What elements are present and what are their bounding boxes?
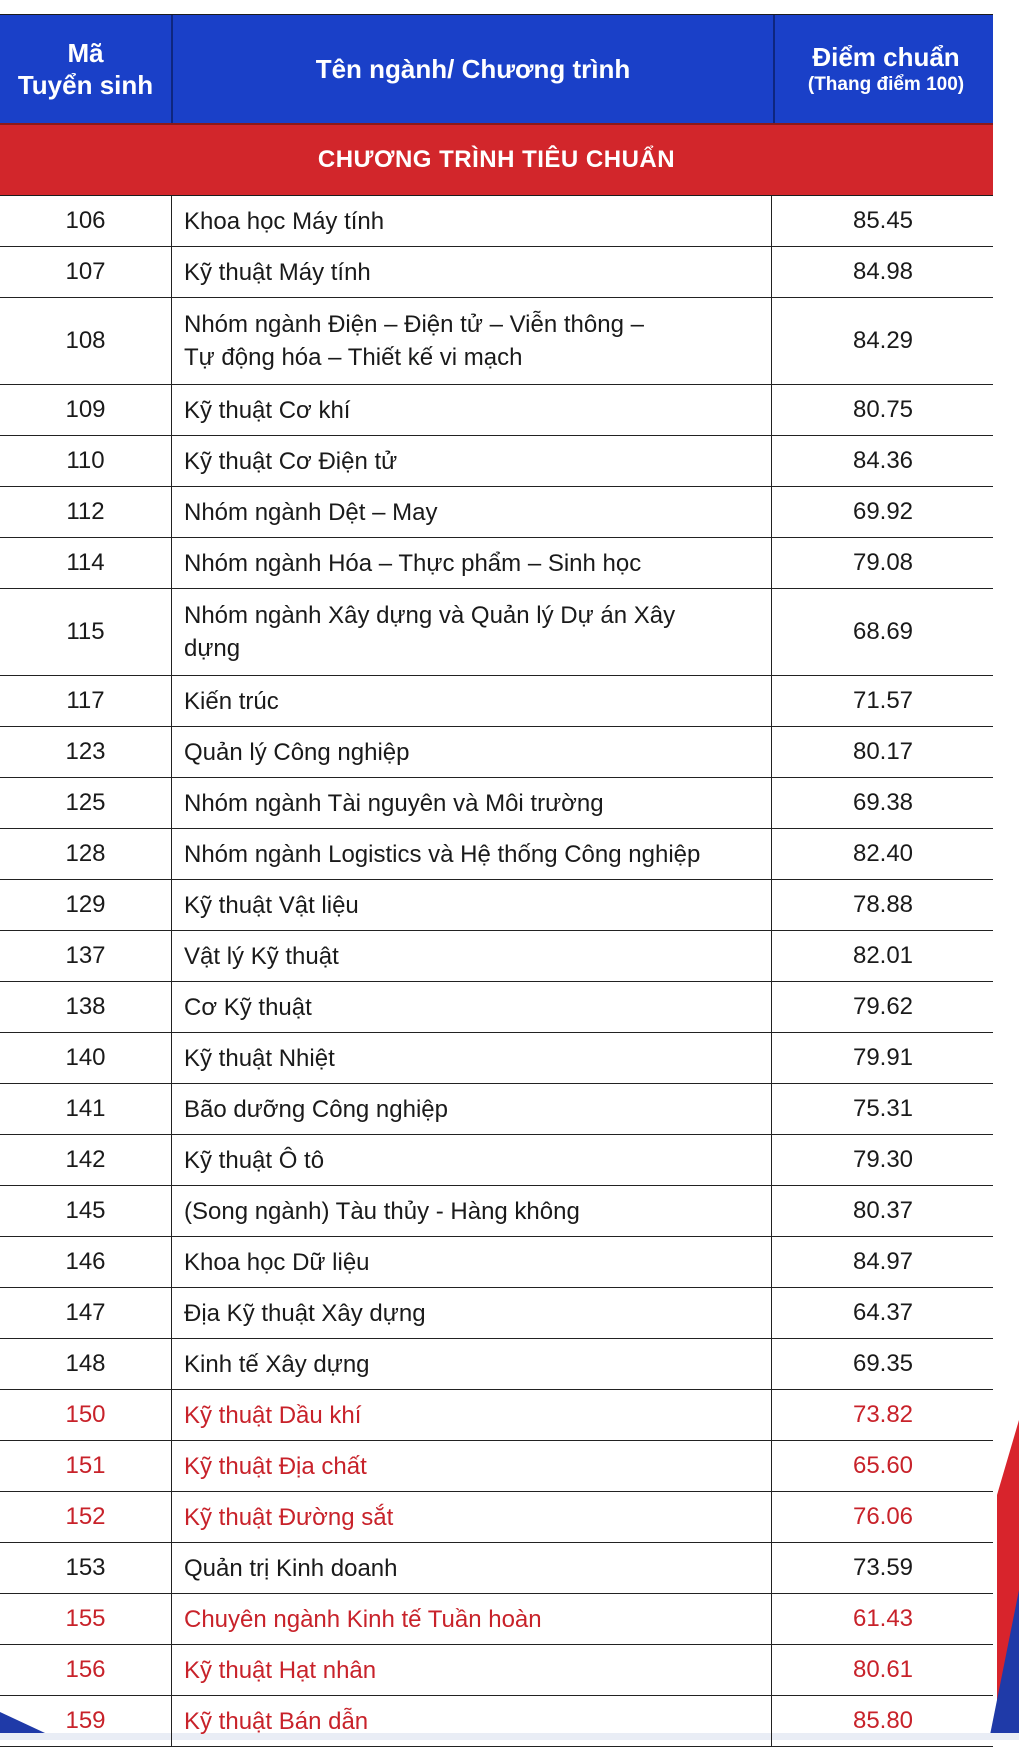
row-code: 152 [0,1492,172,1542]
row-score: 78.88 [852,891,914,918]
row-code: 145 [0,1186,172,1236]
row-score: 79.08 [852,549,914,576]
row-score: 75.31 [852,1095,914,1122]
row-program-name: Nhóm ngành Hóa – Thực phẩm – Sinh học [172,538,772,588]
row-code: 151 [0,1441,172,1491]
row-score: 80.17 [852,738,914,765]
row-score: 82.40 [852,840,914,867]
header-name: Tên ngành/ Chương trình [315,53,631,84]
row-score: 76.06 [852,1503,914,1530]
table-row [0,1288,993,1339]
row-program-name: Kinh tế Xây dựng [172,1339,772,1389]
row-score: 84.36 [852,447,914,474]
row-program-name [172,589,772,675]
row-code: 108 [0,298,172,384]
header-code-line1: Mã [67,38,104,68]
row-score: 85.80 [852,1707,914,1734]
row-code: 109 [0,385,172,435]
table-row [0,196,993,247]
row-program-name-line2: dựng [184,635,241,662]
row-score: 84.97 [852,1248,914,1275]
row-program-name: Kỹ thuật Ô tô [172,1135,772,1185]
row-program-name: Kỹ thuật Cơ Điện tử [172,436,772,486]
table-row [0,385,993,436]
table-row [0,778,993,829]
table-row [0,247,993,298]
row-score: 69.92 [852,498,914,525]
row-program-name: Cơ Kỹ thuật [172,982,772,1032]
table-row [0,727,993,778]
table-row [0,436,993,487]
table-row [0,829,993,880]
row-score: 69.38 [852,789,914,816]
row-score: 79.62 [852,993,914,1020]
row-code: 114 [0,538,172,588]
row-program-name: Kỹ thuật Đường sắt [172,1492,772,1542]
row-code: 137 [0,931,172,981]
row-program-name: Quản lý Công nghiệp [172,727,772,777]
row-score: 73.59 [852,1554,914,1581]
table-row [0,931,993,982]
row-program-name: Địa Kỹ thuật Xây dựng [172,1288,772,1338]
admission-score-table [0,14,993,1747]
table-row [0,298,993,385]
header-score-scale: (Thang điểm 100) [807,74,965,95]
header-code-line2: Tuyển sinh [17,70,154,100]
row-program-name: Nhóm ngành Tài nguyên và Môi trường [172,778,772,828]
row-code: 115 [0,589,172,675]
table-row [0,538,993,589]
header-score-cell [775,15,997,123]
row-code: 150 [0,1390,172,1440]
row-program-name: Kỹ thuật Dầu khí [172,1390,772,1440]
row-code: 112 [0,487,172,537]
table-row [0,1084,993,1135]
row-score: 68.69 [852,618,914,645]
row-program-name: Kỹ thuật Nhiệt [172,1033,772,1083]
row-code: 141 [0,1084,172,1134]
row-code: 128 [0,829,172,879]
row-program-name: Kỹ thuật Bán dẫn [172,1696,772,1746]
row-score: 73.82 [852,1401,914,1428]
row-score: 80.75 [852,396,914,423]
row-score: 85.45 [852,207,914,234]
table-row [0,1339,993,1390]
row-code: 153 [0,1543,172,1593]
row-program-name: Kỹ thuật Địa chất [172,1441,772,1491]
row-program-name: Chuyên ngành Kinh tế Tuần hoàn [172,1594,772,1644]
table-row [0,1645,993,1696]
table-row [0,1390,993,1441]
row-code: 156 [0,1645,172,1695]
row-score: 71.57 [852,687,914,714]
row-score: 82.01 [852,942,914,969]
row-program-name: Vật lý Kỹ thuật [172,931,772,981]
row-score: 79.30 [852,1146,914,1173]
table-row [0,1594,993,1645]
row-score: 61.43 [852,1605,914,1632]
table-row [0,589,993,676]
table-body [0,196,993,1747]
table-row [0,1441,993,1492]
table-row [0,1237,993,1288]
row-program-name: Nhóm ngành Dệt – May [172,487,772,537]
row-score: 69.35 [852,1350,914,1377]
row-program-name: Quản trị Kinh doanh [172,1543,772,1593]
row-code: 107 [0,247,172,297]
row-code: 155 [0,1594,172,1644]
table-row [0,982,993,1033]
header-name-cell [173,15,775,123]
table-row [0,1543,993,1594]
row-program-name: Khoa học Dữ liệu [172,1237,772,1287]
row-code: 140 [0,1033,172,1083]
header-code-cell [0,15,173,123]
row-code: 117 [0,676,172,726]
row-score: 79.91 [852,1044,914,1071]
table-row [0,1492,993,1543]
row-score: 80.37 [852,1197,914,1224]
table-row [0,1186,993,1237]
table-header [0,15,993,123]
row-score: 84.29 [852,327,914,354]
row-program-name: Kỹ thuật Cơ khí [172,385,772,435]
row-score: 64.37 [852,1299,914,1326]
header-score: Điểm chuẩn [812,42,960,72]
row-program-name: Kỹ thuật Hạt nhân [172,1645,772,1695]
row-program-name: Kỹ thuật Vật liệu [172,880,772,930]
row-program-name-line2: Tự động hóa – Thiết kế vi mạch [184,344,523,371]
row-program-name: Nhóm ngành Logistics và Hệ thống Công nghiệp [172,829,772,879]
table-row [0,880,993,931]
row-program-name [172,298,772,384]
row-program-name: (Song ngành) Tàu thủy - Hàng không [172,1186,772,1236]
row-code: 147 [0,1288,172,1338]
row-code: 146 [0,1237,172,1287]
row-code: 148 [0,1339,172,1389]
row-code: 106 [0,196,172,246]
row-code: 138 [0,982,172,1032]
row-score: 84.98 [852,258,914,285]
row-code: 125 [0,778,172,828]
table-row [0,487,993,538]
row-score: 65.60 [852,1452,914,1479]
row-code: 110 [0,436,172,486]
row-program-name: Kiến trúc [172,676,772,726]
table-row [0,1135,993,1186]
row-program-name-line1: Nhóm ngành Điện – Điện tử – Viễn thông – [184,311,644,338]
table-row [0,1033,993,1084]
row-code: 159 [0,1696,172,1746]
row-program-name: Bão dưỡng Công nghiệp [172,1084,772,1134]
section-title: CHƯƠNG TRÌNH TIÊU CHUẨN [0,123,993,196]
row-code: 129 [0,880,172,930]
row-program-name-line1: Nhóm ngành Xây dựng và Quản lý Dự án Xây [184,602,676,629]
row-score: 80.61 [852,1656,914,1683]
row-code: 142 [0,1135,172,1185]
table-row [0,676,993,727]
table-row [0,1696,993,1747]
row-code: 123 [0,727,172,777]
row-program-name: Kỹ thuật Máy tính [172,247,772,297]
row-program-name: Khoa học Máy tính [172,196,772,246]
